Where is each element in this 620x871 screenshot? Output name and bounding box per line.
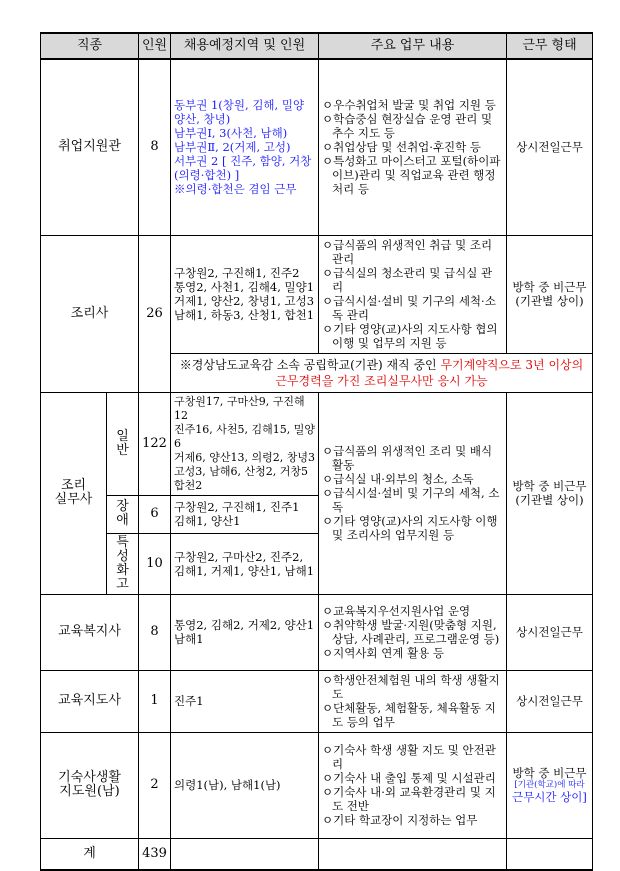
job-welfare: 교육복지사 [41, 594, 139, 670]
count-welfare: 8 [139, 594, 171, 670]
header-job: 직종 [41, 33, 139, 59]
work-cook-staff: 방학 중 비근무 (기관별 상이) [507, 392, 593, 594]
row-cook-staff-general [41, 392, 593, 495]
work-cook: 방학 중 비근무 (기관별 상이) [507, 235, 593, 353]
row-employment [41, 59, 593, 235]
region-general: 구창원17, 구마산9, 구진해12 진주16, 사천5, 김해15, 밀양6 거제6, 양산13, 의령2, 창녕3 고성3, 남해6, 산청2, 거창5 합천2 [171, 392, 319, 495]
sub-special: 특성 화고 [107, 533, 139, 594]
sub-general: 일반 [107, 392, 139, 495]
job-dorm: 기숙사생활 지도원(남) [41, 732, 139, 838]
work-employment: 상시전일근무 [507, 59, 593, 235]
row-dorm [41, 732, 593, 838]
header-duty: 주요 업무 내용 [319, 33, 507, 59]
header-work: 근무 형태 [507, 33, 593, 59]
duty-employment: ㅇ우수취업처 발굴 및 취업 지원 등 ㅇ학습중심 현장실습 운영 관리 및 추수 지도 등 ㅇ취업상담 및 선취업·후진학 등 ㅇ특성화고 마이스터고 포털(하이파이브)관리 및 직업교육 관련 행정 처리 등 [319, 59, 507, 235]
job-cook: 조리사 [41, 235, 139, 392]
total-empty-duty [319, 838, 507, 870]
work-dorm: 방학 중 비근무 [기관(학교)에 따라 근무시간 상이] [507, 732, 593, 838]
region-cook: 구창원2, 구진해1, 진주2 통영2, 사천1, 김해4, 밀양1 거제1, 양산2, 창녕1, 고성3 남해1, 하동3, 산청1, 합천1 [171, 235, 319, 353]
region-special: 구창원2, 구마산2, 진주2, 김해1, 거제1, 양산1, 남해1 [171, 533, 319, 594]
region-employment: 동부권 1(창원, 김해, 밀양 양산, 창녕) 남부권Ⅰ, 3(사천, 남해) 남부권Ⅱ, 2(거제, 고성) 서부권 2 [ 진주, 함양, 거창 (의령·합천) ] ※의령·합천은 겸임 근무 [171, 59, 319, 235]
header-row [41, 33, 593, 59]
count-disabled: 6 [139, 495, 171, 533]
duty-cook: ㅇ급식품의 위생적인 취급 및 조리 관리 ㅇ급식실의 청소관리 및 급식실 관리 ㅇ급식시설·설비 및 기구의 세척·소독 관리 ㅇ기타 영양(교)사의 지도사항 협의 이행 및 업무의 지원 등 [319, 235, 507, 353]
count-employment: 8 [139, 59, 171, 235]
job-employment: 취업지원관 [41, 59, 139, 235]
row-instructor [41, 670, 593, 732]
region-disabled: 구창원2, 구진해1, 진주1 김해1, 양산1 [171, 495, 319, 533]
count-special: 10 [139, 533, 171, 594]
duty-dorm: ㅇ기숙사 학생 생활 지도 및 안전관리 ㅇ기숙사 내 출입 통제 및 시설관리 ㅇ기숙사 내·외 교육환경관리 및 지도 전반 ㅇ기타 학교장이 지정하는 업무 [319, 732, 507, 838]
row-welfare [41, 594, 593, 670]
work-welfare: 상시전일근무 [507, 594, 593, 670]
row-total [41, 838, 593, 870]
count-general: 122 [139, 392, 171, 495]
count-cook: 26 [139, 235, 171, 392]
header-count: 인원 [139, 33, 171, 59]
cook-notice: ※경상남도교육감 소속 공립학교(기관) 재직 중인 무기계약직으로 3년 이상의 근무경력을 가진 조리실무사만 응시 가능 [171, 353, 593, 392]
region-dorm: 의령1(남), 남해1(남) [171, 732, 319, 838]
total-empty-region [171, 838, 319, 870]
total-label: 계 [41, 838, 139, 870]
duty-instructor: ㅇ학생안전체험원 내의 학생 생활지도 ㅇ단체활동, 체험활동, 체육활동 지도 등의 업무 [319, 670, 507, 732]
total-empty-work [507, 838, 593, 870]
row-cook [41, 235, 593, 353]
total-count: 439 [139, 838, 171, 870]
duty-cook-staff: ㅇ급식품의 위생적인 조리 및 배식 활동 ㅇ급식실 내·외부의 청소, 소독 ㅇ급식시설·설비 및 기구의 세척, 소독 ㅇ기타 영양(교)사의 지도사항 이행 및 조리사의 업무지원 등 [319, 392, 507, 594]
duty-welfare: ㅇ교육복지우선지원사업 운영 ㅇ취약학생 발굴·지원(맞춤형 지원, 상담, 사례관리, 프로그램운영 등) ㅇ지역사회 연계 활용 등 [319, 594, 507, 670]
region-welfare: 통영2, 김해2, 거제2, 양산1 남해1 [171, 594, 319, 670]
count-dorm: 2 [139, 732, 171, 838]
sub-disabled: 장애 [107, 495, 139, 533]
job-cook-staff: 조리 실무사 [41, 392, 107, 594]
recruitment-table [40, 32, 593, 871]
count-instructor: 1 [139, 670, 171, 732]
job-instructor: 교육지도사 [41, 670, 139, 732]
header-region: 채용예정지역 및 인원 [171, 33, 319, 59]
work-instructor: 상시전일근무 [507, 670, 593, 732]
region-instructor: 진주1 [171, 670, 319, 732]
